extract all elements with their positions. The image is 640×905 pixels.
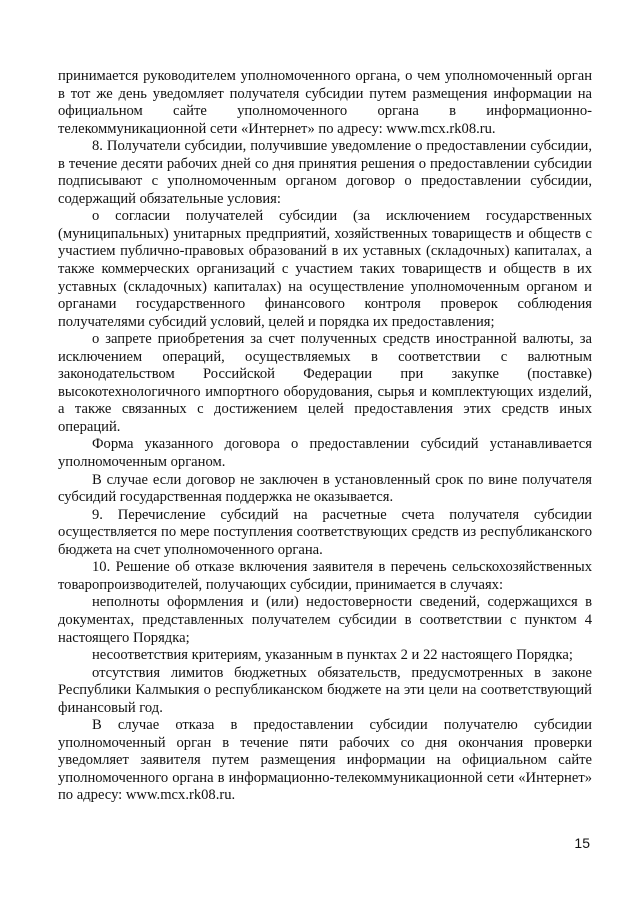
page-number: 15 [574,835,590,851]
paragraph-12: В случае отказа в предоставлении субсидии получателю субсидии уполномоченный орган в течение пяти рабочих со дня окончания проверки уведомляет заявителя путем размещения информации на официальном сайте уполномоченного органа в информационно-телекоммуникационной сети «Интернет» по адресу: www.mcx.rk08.ru. [58,717,592,804]
paragraph-7: 9. Перечисление субсидий на расчетные счета получателя субсидии осуществляется по мере поступления соответствующих средств из республиканского бюджета на счет уполномоченного органа. [58,506,592,558]
paragraph-2: 8. Получатели субсидии, получившие уведомление о предоставлении субсидии, в течение десяти рабочих дней со дня принятия решения о предоставлении субсидии подписывают с уполномоченным органом договор о предоставлении субсидии, содержащий обязательные условия: [58,138,592,207]
paragraph-10: несоответствия критериям, указанным в пунктах 2 и 22 настоящего Порядка; [92,647,573,664]
paragraph-6: В случае если договор не заключен в установленный срок по вине получателя субсидий государственная поддержка не оказывается. [58,471,592,506]
body-text [58,68,592,805]
paragraph-9: неполноты оформления и (или) недостоверности сведений, содержащихся в документах, представленных получателем субсидии в соответствии с пунктом 4 настоящего Порядка; [58,594,592,646]
paragraph-3: о согласии получателей субсидии (за исключением государственных (муниципальных) унитарных предприятий, хозяйственных товариществ и обществ с участием публично-правовых образований в их уставных (складочных) капиталах, а также коммерческих организаций с участием таких товариществ и обществ в их уставных (складочных) капиталах) на осуществление уполномоченным органом и органами государственного финансового контроля проверок соблюдения получателями субсидий условий, целей и порядка их предоставления; [58,208,592,330]
paragraph-8: 10. Решение об отказе включения заявителя в перечень сельскохозяйственных товаропроизводителей, получающих субсидии, принимается в случаях: [58,559,592,593]
paragraph-11: отсутствия лимитов бюджетных обязательств, предусмотренных в законе Республики Калмыкия о республиканском бюджете на эти цели на соответствующий финансовый год. [58,664,592,716]
paragraph-5: Форма указанного договора о предоставлении субсидий устанавливается уполномоченным органом. [58,436,592,471]
paragraph-1: принимается руководителем уполномоченного органа, о чем уполномоченный орган в тот же день уведомляет получателя субсидии путем размещения информации на официальном сайте уполномоченного органа в информационно-телекоммуникационной сети «Интернет» по адресу: www.mcx.rk08.ru. [58,68,592,137]
paragraph-4: о запрете приобретения за счет полученных средств иностранной валюты, за исключением операций, осуществляемых в соответствии с валютным законодательством Российской Федерации при закупке (поставке) высокотехнологичного импортного оборудования, сырья и комплектующих изделий, а также связанных с достижением целей предоставления этих средств иных операций. [58,331,592,435]
